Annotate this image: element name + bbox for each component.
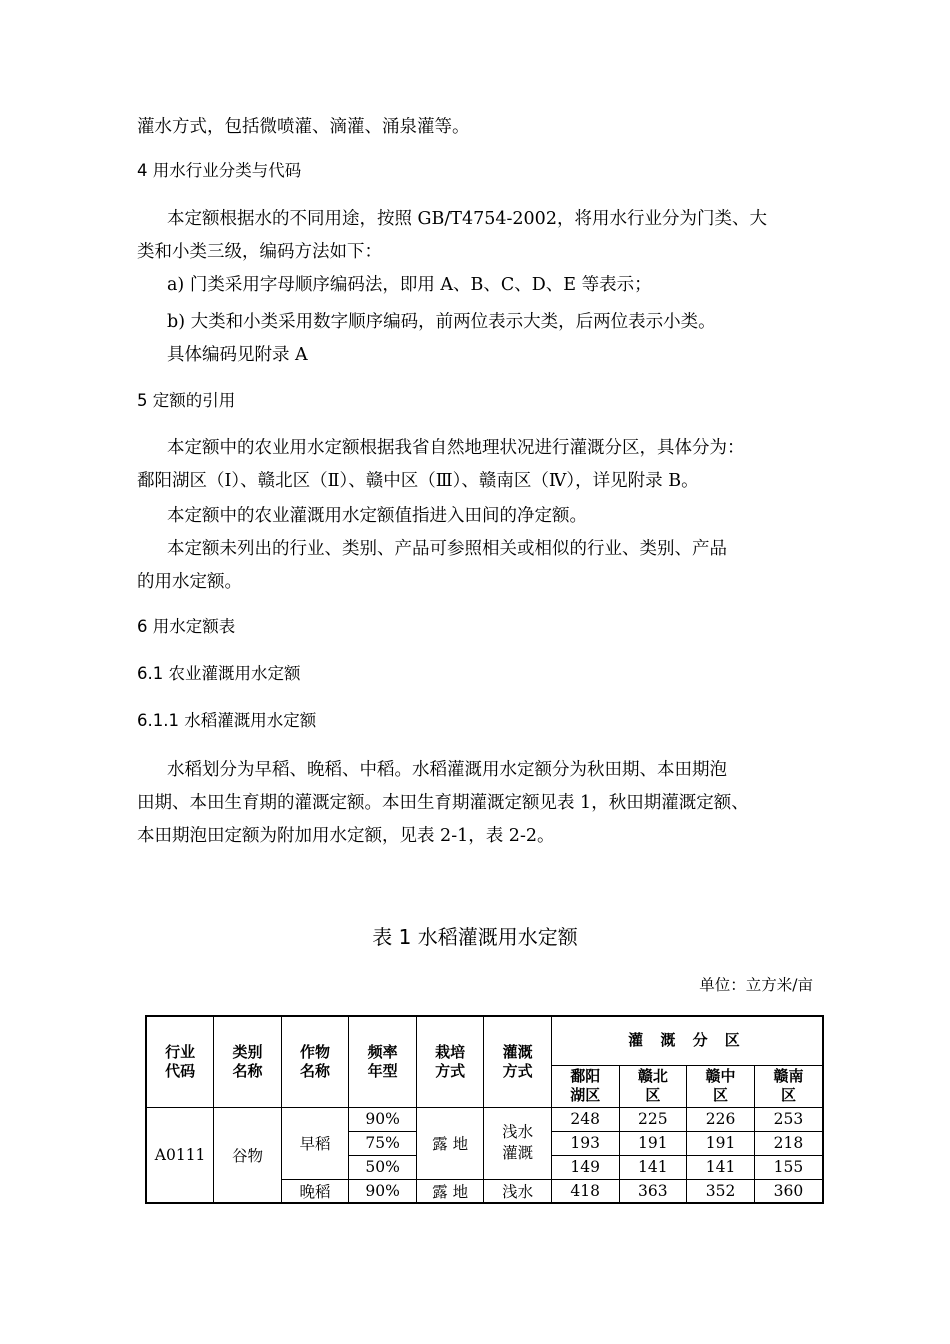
paragraph-unlisted-line1: 本定额未列出的行业、类别、产品可参照相关或相似的行业、类别、产品 — [167, 539, 727, 559]
cell-value: 149 — [551, 1155, 619, 1179]
cell-value: 226 — [687, 1107, 755, 1131]
paragraph-irrigation-methods: 灌水方式，包括微喷灌、滴灌、涌泉灌等。 — [137, 117, 470, 137]
header-zone-ganbei: 赣北区 — [619, 1065, 687, 1107]
cell-industry-code: A0111 — [146, 1107, 214, 1203]
cell-value: 191 — [619, 1131, 687, 1155]
header-irrigation: 灌溉方式 — [484, 1016, 552, 1107]
paragraph-classification-line1: 本定额根据水的不同用途，按照 GB/T4754-2002，将用水行业分为门类、大 — [167, 209, 767, 229]
cell-value: 253 — [754, 1107, 823, 1131]
cell-value: 363 — [619, 1179, 687, 1203]
cell-frequency: 90% — [349, 1107, 417, 1131]
cell-irrigation-early: 浅水灌溉 — [484, 1107, 552, 1179]
section-heading-6-1-1: 6.1.1 水稻灌溉用水定额 — [137, 711, 317, 730]
table-row — [146, 1107, 823, 1131]
cell-value: 191 — [687, 1131, 755, 1155]
header-zone-ganzhong: 赣中区 — [687, 1065, 755, 1107]
cell-cultivation-late: 露 地 — [416, 1179, 484, 1203]
header-zone-poyang: 鄱阳湖区 — [551, 1065, 619, 1107]
section-heading-4: 4 用水行业分类与代码 — [137, 161, 302, 180]
header-category: 类别名称 — [214, 1016, 282, 1107]
paragraph-rice-line2: 田期、本田生育期的灌溉定额。本田生育期灌溉定额见表 1，秋田期灌溉定额、 — [137, 793, 749, 813]
cell-value: 225 — [619, 1107, 687, 1131]
list-item-b: b) 大类和小类采用数字顺序编码，前两位表示大类，后两位表示小类。 — [167, 312, 716, 332]
table-unit: 单位：立方米/亩 — [699, 976, 813, 994]
irrigation-quota-table — [145, 1015, 824, 1204]
table-title: 表 1 水稻灌溉用水定额 — [372, 925, 578, 949]
header-industry-code: 行业代码 — [146, 1016, 214, 1107]
header-frequency: 频率年型 — [349, 1016, 417, 1107]
list-item-a: a) 门类采用字母顺序编码法，即用 A、B、C、D、E 等表示； — [167, 275, 652, 295]
cell-frequency: 90% — [349, 1179, 417, 1203]
cell-frequency: 50% — [349, 1155, 417, 1179]
header-irrigation-zones: 灌 溉 分 区 — [551, 1016, 823, 1065]
cell-frequency: 75% — [349, 1131, 417, 1155]
paragraph-rice-line3: 本田期泡田定额为附加用水定额，见表 2-1，表 2-2。 — [137, 826, 555, 846]
cell-crop-late-rice: 晚稻 — [281, 1179, 349, 1203]
cell-value: 141 — [619, 1155, 687, 1179]
cell-value: 193 — [551, 1131, 619, 1155]
section-heading-6: 6 用水定额表 — [137, 617, 236, 636]
cell-value: 155 — [754, 1155, 823, 1179]
cell-value: 141 — [687, 1155, 755, 1179]
paragraph-zones-line1: 本定额中的农业用水定额根据我省自然地理状况进行灌溉分区，具体分为： — [167, 438, 745, 458]
paragraph-unlisted-line2: 的用水定额。 — [137, 572, 242, 592]
cell-cultivation-early: 露 地 — [416, 1107, 484, 1179]
paragraph-classification-line2: 类和小类三级，编码方法如下： — [137, 242, 382, 262]
cell-value: 352 — [687, 1179, 755, 1203]
header-crop: 作物名称 — [281, 1016, 349, 1107]
header-zone-gannan: 赣南区 — [754, 1065, 823, 1107]
cell-crop-early-rice: 早稻 — [281, 1107, 349, 1179]
cell-value: 360 — [754, 1179, 823, 1203]
section-heading-5: 5 定额的引用 — [137, 391, 236, 410]
paragraph-net-quota: 本定额中的农业灌溉用水定额值指进入田间的净定额。 — [167, 506, 587, 526]
cell-category: 谷物 — [214, 1107, 282, 1203]
cell-value: 218 — [754, 1131, 823, 1155]
paragraph-zones-line2: 鄱阳湖区（Ⅰ）、赣北区（Ⅱ）、赣中区（Ⅲ）、赣南区（Ⅳ），详见附录 B。 — [137, 471, 699, 491]
cell-value: 418 — [551, 1179, 619, 1203]
section-heading-6-1: 6.1 农业灌溉用水定额 — [137, 664, 301, 683]
header-cultivation: 栽培方式 — [416, 1016, 484, 1107]
cell-value: 248 — [551, 1107, 619, 1131]
paragraph-rice-line1: 水稻划分为早稻、晚稻、中稻。水稻灌溉用水定额分为秋田期、本田期泡 — [167, 760, 727, 780]
paragraph-appendix-a: 具体编码见附录 A — [167, 345, 308, 365]
cell-irrigation-late: 浅水 — [484, 1179, 552, 1203]
